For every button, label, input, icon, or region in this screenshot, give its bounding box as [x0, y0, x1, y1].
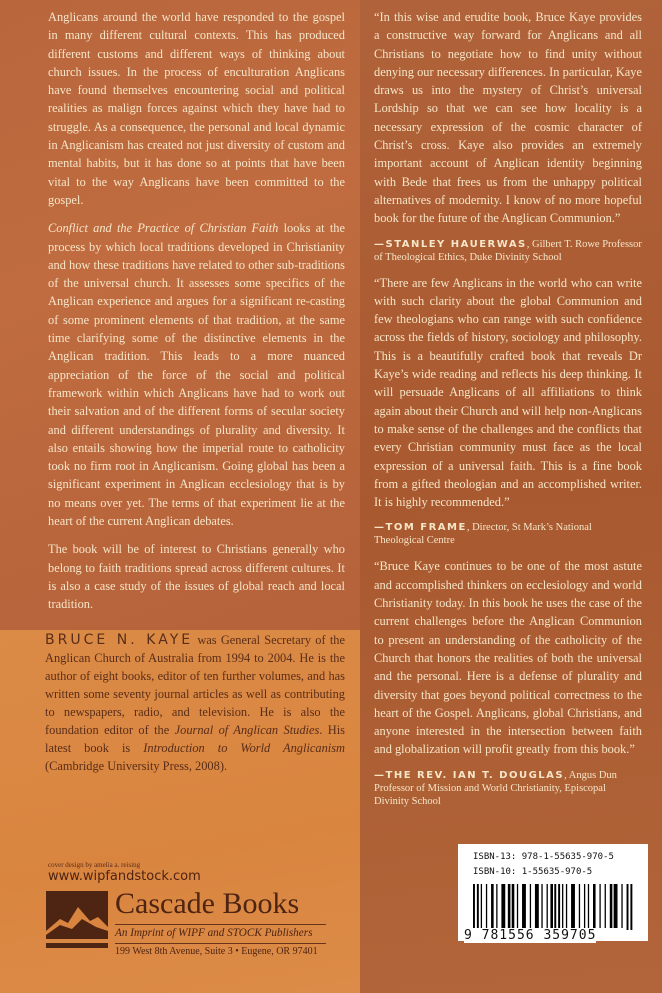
barcode-bar: [496, 884, 497, 928]
book-description: [48, 8, 345, 624]
barcode-bar: [630, 884, 632, 930]
bio-text: (Cambridge University Press, 2008).: [45, 759, 228, 773]
divider: [115, 924, 326, 925]
publisher-url[interactable]: www.wipfandstock.com: [48, 869, 201, 884]
barcode-bar: [541, 884, 542, 928]
barcode-bar: [588, 884, 589, 928]
barcode-bar: [486, 884, 487, 928]
isbn-10: ISBN-10: 1-55635-970-5: [473, 867, 593, 877]
book-title: Conflict and the Practice of Christian Faith: [48, 221, 279, 236]
barcode-bar: [610, 884, 613, 928]
publisher-address: 199 West 8th Avenue, Suite 3 • Eugene, OR 97401: [115, 946, 318, 957]
barcode-bar: [481, 884, 482, 928]
endorser-name: —THE REV. IAN T. DOUGLAS: [374, 769, 565, 781]
barcode-bar: [501, 884, 505, 928]
barcode-bar: [473, 884, 475, 930]
barcode-bar: [535, 884, 539, 928]
barcode-bar: [584, 884, 585, 928]
barcode-bar: [558, 884, 560, 930]
barcode-bar: [554, 884, 556, 930]
isbn-barcode: [458, 844, 648, 941]
endorser-name: —STANLEY HAUERWAS: [374, 238, 527, 250]
barcode-bar: [530, 884, 531, 928]
barcode-bar: [517, 884, 518, 928]
endorser-title: , Angus Dun Professor of Mission and World Christianity, Episcopal Divinity School: [374, 769, 617, 807]
barcode-bar: [491, 884, 494, 928]
divider: [115, 943, 326, 944]
bio-text: . His latest book is: [45, 723, 345, 755]
endorsement-quote: “In this wise and erudite book, Bruce Kaye provides a constructive way forward for Anglicans and all Christians to negotiate how to find unity without denying our necessary differences. In particular, Kaye draws us into the mystery of Christ’s universal Lordship so that we can see how locality is a necessary expression of the cosmic character of Christ’s cross. Kaye also provides an extremely important account of Anglican identity beginning with Bede that frees us from the unhappy political alternatives of modernity. I know of no more hopeful book for the future of the Anglican Communion.”: [374, 10, 642, 226]
barcode-bar: [579, 884, 580, 928]
barcode-bars: [473, 884, 633, 930]
barcode-bar: [550, 884, 553, 928]
endorser-title: , Gilbert T. Rowe Professor of Theological Ethics, Duke Divinity School: [374, 238, 642, 263]
publisher-logo: [46, 887, 326, 957]
endorser-name: —TOM FRAME: [374, 522, 467, 534]
endorsement-attribution: [374, 521, 642, 547]
barcode-bar: [477, 884, 479, 930]
barcode-bar: [566, 884, 567, 928]
description-text: looks at the process by which local traditions developed in Christianity and how these traditions have related to other sub-traditions of the universal church. It assesses some specifics of the Anglican experience and argues for a significant re-casting of some prominent elements of that tradition, at the same time clarifying some of the distinctive elements in the Anglican tradition. This leads to a more nuanced appreciation of the force of the social and political framework within which Anglicans have had to work out their salvation and of the different forms of secular society and different understandings of plurality and diversity. It also entails showing how the imperial route to catholicity took no firm root in Anglicanism. Going global has been a significant experiment in Anglican ecclesiology that is by no means over yet. The terms of that experiment lie at the heart of the current Anglican debates.: [48, 221, 345, 529]
mountain-logo-icon: [46, 891, 110, 953]
endorser-title: , Director, St Mark’s National Theological Centre: [374, 522, 592, 547]
barcode-bar: [599, 884, 600, 928]
description-paragraph: The book will be of interest to Christians generally who belong to faith traditions spread across different cultures. It is also a case study of the issues of global reach and local tradition.: [48, 542, 345, 612]
barcode-digits: 9 781556 359705: [464, 928, 597, 943]
publisher-imprint: An Imprint of WIPF and STOCK Publishers: [115, 927, 313, 939]
cover-design-credit: cover design by amelia a. reising: [48, 861, 141, 869]
author-name: BRUCE N. KAYE: [45, 632, 194, 648]
barcode-bar: [562, 884, 563, 928]
barcode-bar: [512, 884, 515, 928]
barcode-bar: [614, 884, 618, 928]
barcode-bar: [627, 884, 629, 930]
barcode-bar: [621, 884, 622, 928]
journal-title: Journal of Anglican Studies: [174, 723, 320, 737]
endorsement-quote: “Bruce Kaye continues to be one of the most astute and accomplished thinkers on ecclesiology and world Christianity today. In this book he uses the case of the current challenges before the Anglican Communion to present an understanding of the catholicity of the Church that honors the realities of both the universal and the personal. Here is a defense of plurality and diversity that goes beyond political correctness to the heart of the Gospel. Anglicans, global Christians, and anyone interested in the intersection between faith and globalization will profit greatly from this book.”: [374, 559, 642, 757]
book-title: Introduction to World Anglicanism: [143, 741, 345, 755]
barcode-bar: [522, 884, 526, 928]
endorsement-attribution: [374, 238, 642, 264]
barcode-bar: [593, 884, 596, 928]
description-paragraph: [48, 219, 345, 530]
barcode-bar: [605, 884, 606, 928]
endorsement-attribution: [374, 769, 642, 808]
barcode-bar: [508, 884, 511, 928]
description-paragraph: Anglicans around the world have responded to the gospel in many different cultural contexts. This has produced different customs and different ways of thinking about church issues. In the process of enculturation Anglicans have found themselves encountering social and political realities as malign forces against which they have had to struggle. As a consequence, the personal and local dynamic in Anglicanism has created not just diversity of custom and mental habits, but it has done so at points that have been vital to the way Anglicans have been committed to the gospel.: [48, 10, 345, 207]
endorsements: [374, 8, 642, 818]
author-bio: [45, 631, 345, 775]
endorsement-quote: “There are few Anglicans in the world who can write with such clarity about the global Communion and few theologians who can range with such confidence across the fields of history, sociology and philosophy. This is a beautifully crafted book that reveals Dr Kaye’s wide reading and reflects his deep thinking. It will persuade Anglicans of all affiliations to think again about their Church and will help non-Anglicans to make sense of the challenges and the conflicts that every Christian community must face as the local expression of a universal faith. This is a fine book from a gifted theologian and an accomplished writer. It is highly recommended.”: [374, 275, 642, 510]
barcode-bar: [547, 884, 548, 928]
barcode-bar: [571, 884, 575, 928]
bio-text: was General Secretary of the Anglican Church of Australia from 1994 to 2004. He is the author of eight books, editor of ten further volumes, and has written some seventy journal articles as well as contributing to newspapers, radio, and television. He is also the foundation editor of the: [45, 633, 345, 737]
isbn-13: ISBN-13: 978-1-55635-970-5: [473, 852, 614, 862]
publisher-name: Cascade Books: [115, 887, 300, 920]
